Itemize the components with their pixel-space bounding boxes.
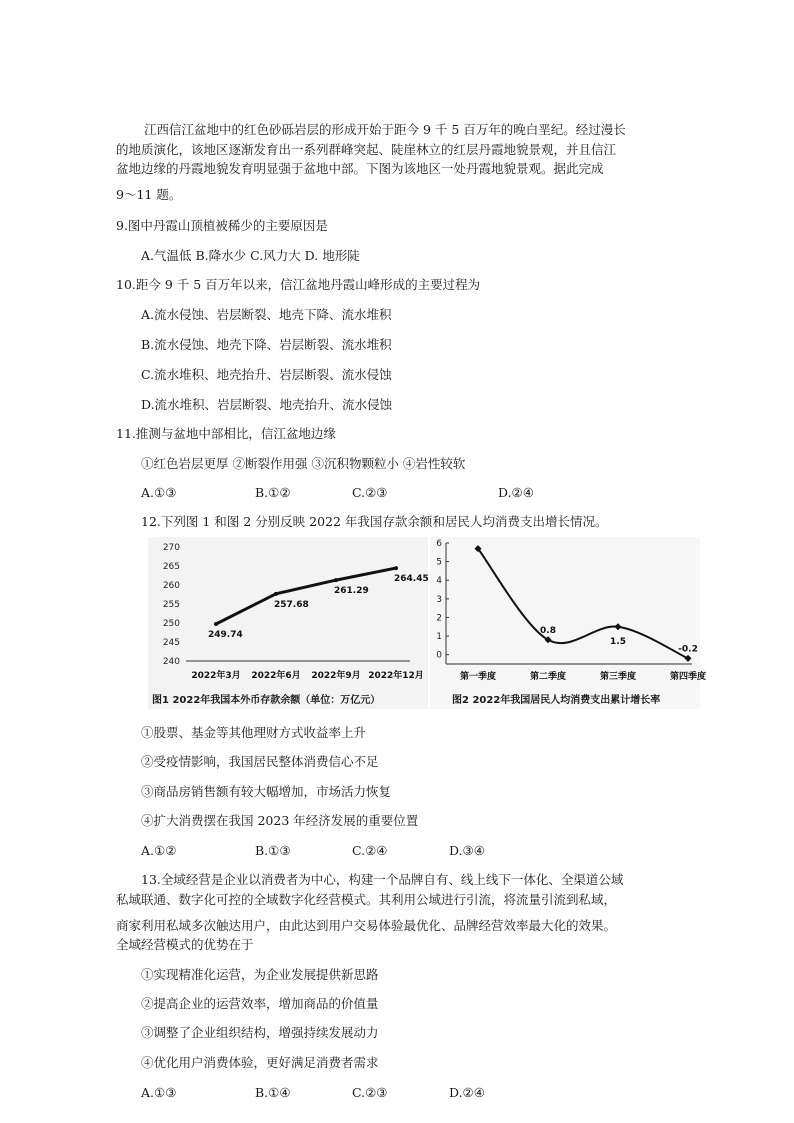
y-tick-label: 4: [436, 576, 442, 587]
question-12-item-4: ④扩大消费摆在我国 2023 年经济发展的重要位置: [141, 813, 419, 828]
question-12-option-a: A.①②: [141, 843, 177, 858]
question-13-item-2: ②提高企业的运营效率，增加商品的价值量: [141, 996, 379, 1011]
data-label: 261.29: [334, 586, 369, 597]
data-point: [615, 623, 622, 630]
data-label: 257.68: [274, 599, 309, 610]
question-13-stem-line: 商家利用私域多次触达用户，由此达到用户交易体验最优化、品牌经营效率最大化的效果。: [116, 918, 617, 933]
series-line: [478, 549, 688, 659]
question-12-item-3: ③商品房销售额有较大幅增加，市场活力恢复: [141, 784, 392, 799]
data-point: [214, 622, 218, 626]
x-tick-label: 2022年3月: [191, 671, 241, 681]
question-11-option-d: D.②④: [498, 485, 534, 500]
data-point: [334, 578, 338, 582]
x-tick-label: 第三季度: [599, 672, 637, 682]
y-tick-label: 245: [162, 638, 180, 648]
y-tick-label: 3: [436, 594, 442, 605]
question-11-option-a: A.①③: [141, 485, 177, 500]
question-11-option-b: B.①②: [255, 485, 291, 500]
question-10-option-a: A.流水侵蚀、岩层断裂、地壳下降、流水堆积: [141, 307, 392, 322]
y-tick-label: 240: [162, 657, 180, 667]
question-13-item-4: ④优化用户消费体验，更好满足消费者需求: [141, 1055, 379, 1070]
question-9-options: A.气温低 B.降水少 C.风力大 D. 地形陡: [141, 248, 360, 263]
question-12-option-b: B.①③: [255, 843, 291, 858]
data-point: [274, 592, 278, 596]
x-tick-label: 2022年9月: [311, 671, 361, 681]
question-13-option-b: B.①④: [255, 1085, 291, 1100]
y-tick-label: 250: [162, 619, 180, 629]
intro-line: 9～11 题。: [116, 187, 182, 202]
figure-1-caption: 图1 2022年我国本外币存款余额（单位：万亿元）: [152, 695, 381, 706]
x-tick-label: 第一季度: [459, 672, 497, 682]
data-label: 249.74: [208, 629, 243, 640]
data-label: -0.2: [678, 644, 698, 655]
y-tick-label: 2: [436, 613, 442, 624]
question-12-option-d: D.③④: [449, 843, 485, 858]
figure-2-chart: [430, 537, 707, 687]
x-tick-label: 2022年12月: [368, 671, 424, 681]
question-13-item-3: ③调整了企业组织结构，增强持续发展动力: [141, 1025, 379, 1040]
figure-2-container: [430, 537, 707, 709]
question-12-item-1: ①股票、基金等其他理财方式收益率上升: [141, 725, 367, 740]
x-tick-label: 第二季度: [529, 672, 567, 682]
x-tick-label: 第四季度: [669, 672, 707, 682]
figure-1-chart: [148, 537, 428, 687]
question-10-stem: 10.距今 9 千 5 百万年以来，信江盆地丹霞山峰形成的主要过程为: [116, 277, 481, 292]
figure-1-container: [148, 537, 428, 709]
y-tick-label: 0: [436, 650, 442, 661]
figure-2-caption: 图2 2022年我国居民人均消费支出累计增长率: [452, 695, 661, 706]
question-13-option-c: C.②③: [352, 1085, 388, 1100]
x-tick-label: 2022年6月: [251, 671, 301, 681]
data-point: [394, 566, 398, 570]
question-11-option-c: C.②③: [352, 485, 388, 500]
question-10-option-b: B.流水侵蚀、地壳下降、岩层断裂、流水堆积: [141, 337, 392, 352]
question-11-stem: 11.推测与盆地中部相比，信江盆地边缘: [116, 426, 336, 441]
y-tick-label: 6: [436, 539, 442, 549]
y-tick-label: 5: [436, 557, 442, 568]
data-point: [685, 655, 692, 662]
data-label: 264.45: [394, 574, 429, 585]
question-10-option-d: D.流水堆积、岩层断裂、地壳抬升、流水侵蚀: [141, 397, 393, 412]
question-13-stem-line: 全域经营模式的优势在于: [116, 937, 254, 952]
question-12-option-c: C.②④: [352, 843, 388, 858]
question-12-item-2: ②受疫情影响，我国居民整体消费信心不足: [141, 754, 379, 769]
question-10-option-c: C.流水堆积、地壳抬升、岩层断裂、流水侵蚀: [141, 367, 392, 382]
question-13-option-a: A.①③: [141, 1085, 177, 1100]
question-12-stem: 12.下列图 1 和图 2 分别反映 2022 年我国存款余额和居民人均消费支出增长情况。: [141, 514, 608, 529]
intro-line: 盆地边缘的丹霞地貌发育明显强于盆地中部。下图为该地区一处丹霞地貌景观。据此完成: [116, 161, 604, 176]
question-13-stem-line: 私域联通、数字化可控的全域数字化经营模式。其利用公域进行引流，将流量引流到私域，: [116, 892, 617, 907]
question-9-stem: 9.图中丹霞山顶植被稀少的主要原因是: [116, 218, 328, 233]
data-label: 1.5: [610, 636, 626, 647]
y-tick-label: 1: [436, 632, 442, 643]
y-tick-label: 270: [162, 543, 180, 553]
y-tick-label: 255: [162, 600, 180, 610]
question-13-item-1: ①实现精准化运营，为企业发展提供新思路: [141, 967, 379, 982]
question-13-option-d: D.②④: [449, 1085, 485, 1100]
intro-line: 江西信江盆地中的红色砂砾岩层的形成开始于距今 9 千 5 百万年的晚白垩纪。经过漫长: [144, 122, 626, 137]
question-11-items: ①红色岩层更厚 ②断裂作用强 ③沉积物颗粒小 ④岩性较软: [141, 456, 466, 471]
intro-line: 的地质演化，该地区逐渐发育出一系列群峰突起、陡崖林立的红层丹霞地貌景观，并且信江: [116, 142, 617, 157]
data-label: 0.8: [540, 625, 556, 636]
y-tick-label: 265: [162, 562, 180, 572]
question-13-stem-line: 13.全域经营是企业以消费者为中心，构建一个品牌自有、线上线下一体化、全渠道公域: [141, 872, 624, 887]
y-tick-label: 260: [162, 581, 180, 591]
series-line: [216, 568, 396, 624]
